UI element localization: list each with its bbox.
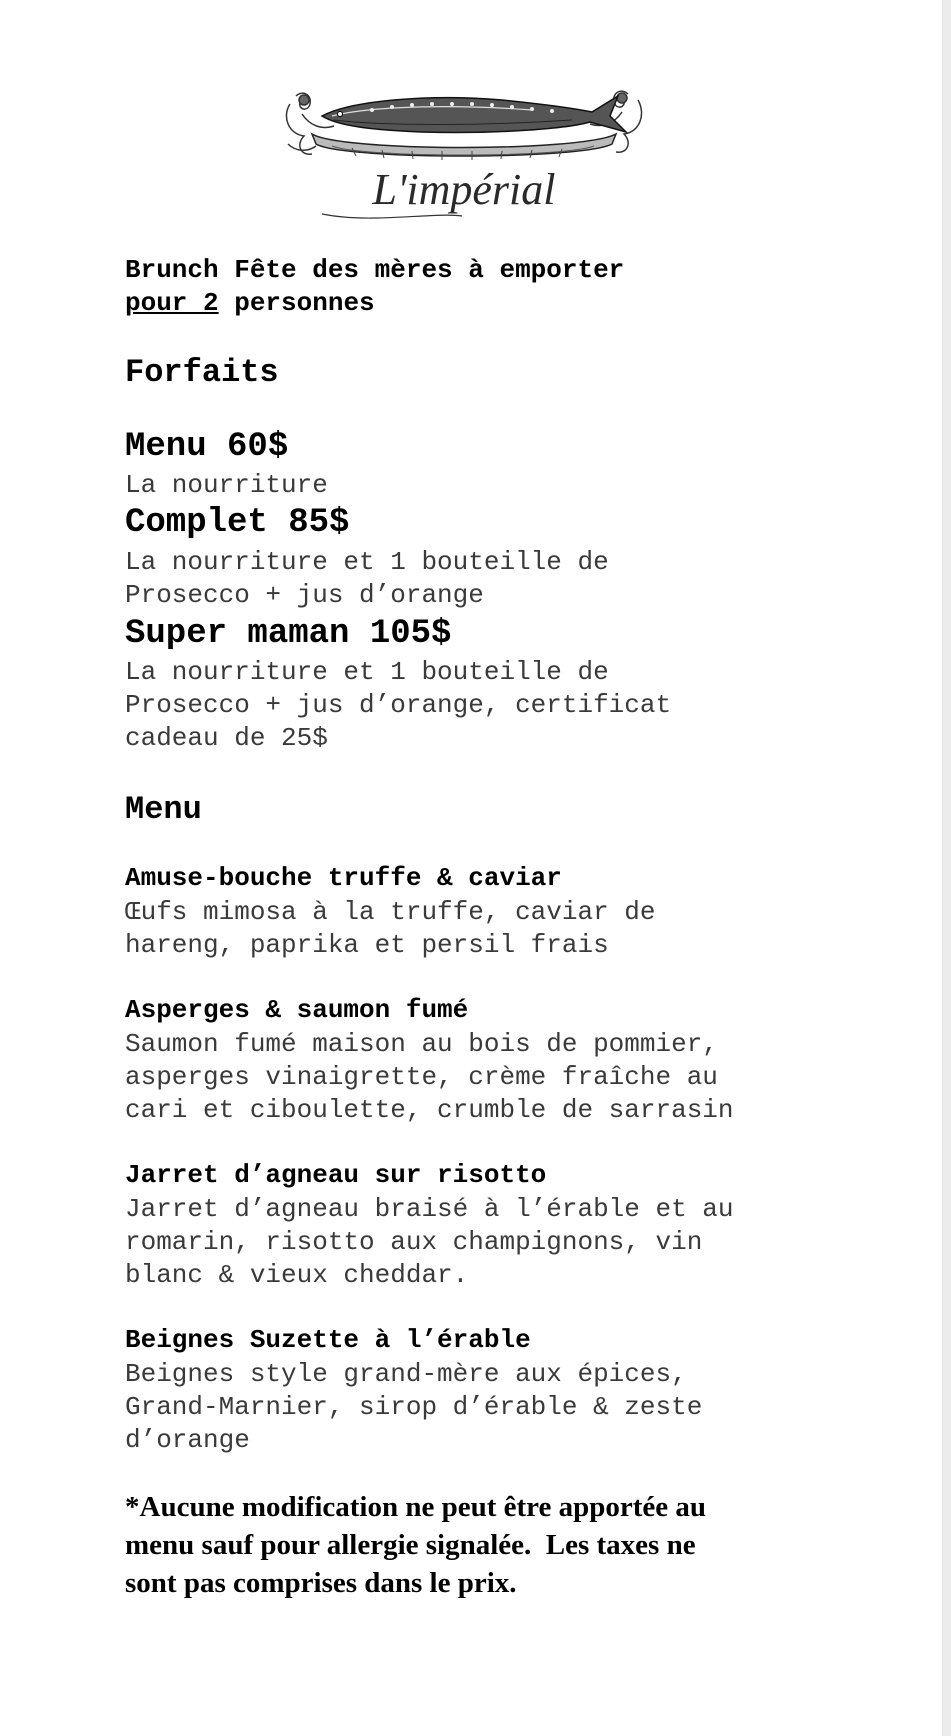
- package-description: [125, 656, 671, 755]
- description-line: d’orange: [125, 1425, 250, 1455]
- package-title: Menu 60$: [125, 428, 289, 466]
- svg-text:L'impérial: L'impérial: [372, 165, 556, 214]
- menu-item-title: Amuse-bouche truffe & caviar: [125, 863, 562, 893]
- description-line: Beignes style grand-mère aux épices,: [125, 1359, 687, 1389]
- description-line: Jarret d’agneau braisé à l’érable et au: [125, 1194, 734, 1224]
- intro-line-2: [125, 287, 624, 320]
- description-line: Prosecco + jus d’orange: [125, 580, 484, 610]
- package-title: Complet 85$: [125, 504, 350, 542]
- description-line: romarin, risotto aux champignons, vin: [125, 1227, 703, 1257]
- intro-line-2-rest: personnes: [218, 288, 375, 318]
- restaurant-logo: [282, 86, 646, 226]
- sturgeon-logo-icon: [282, 86, 646, 226]
- package-description: [125, 546, 609, 612]
- menu-heading: Menu: [125, 791, 202, 828]
- menu-item-description: [125, 1028, 734, 1127]
- note-line: sont pas comprises dans le prix.: [125, 1567, 517, 1599]
- menu-item-title: Jarret d’agneau sur risotto: [125, 1160, 547, 1190]
- description-line: Œufs mimosa à la truffe, caviar de: [125, 897, 656, 927]
- menu-item-title: Asperges & saumon fumé: [125, 995, 469, 1025]
- intro-underlined-text: pour 2: [125, 288, 219, 318]
- description-line: hareng, paprika et persil frais: [125, 930, 609, 960]
- note-line: *Aucune modification ne peut être apportée au: [125, 1491, 707, 1523]
- intro-heading: [125, 254, 624, 320]
- description-line: Prosecco + jus d’orange, certificat: [125, 690, 672, 720]
- description-line: cari et ciboulette, crumble de sarrasin: [125, 1095, 734, 1125]
- menu-item-description: [125, 896, 656, 962]
- package-title: Super maman 105$: [125, 615, 452, 653]
- description-line: Saumon fumé maison au bois de pommier,: [125, 1029, 718, 1059]
- page-edge: [942, 0, 951, 1736]
- note-line: menu sauf pour allergie signalée. Les taxes ne: [125, 1529, 696, 1561]
- package-description: [125, 469, 328, 502]
- description-line: La nourriture et 1 bouteille de: [125, 657, 609, 687]
- description-line: cadeau de 25$: [125, 723, 328, 753]
- menu-item-description: [125, 1358, 702, 1457]
- footer-note: [125, 1488, 825, 1602]
- description-line: asperges vinaigrette, crème fraîche au: [125, 1062, 718, 1092]
- intro-line-1: Brunch Fête des mères à emporter: [125, 255, 625, 285]
- description-line: La nourriture: [125, 470, 328, 500]
- forfaits-heading: Forfaits: [125, 354, 279, 391]
- menu-item-description: [125, 1193, 734, 1292]
- description-line: Grand-Marnier, sirop d’érable & zeste: [125, 1392, 703, 1422]
- menu-item-title: Beignes Suzette à l’érable: [125, 1325, 531, 1355]
- description-line: blanc & vieux cheddar.: [125, 1260, 469, 1290]
- description-line: La nourriture et 1 bouteille de: [125, 547, 609, 577]
